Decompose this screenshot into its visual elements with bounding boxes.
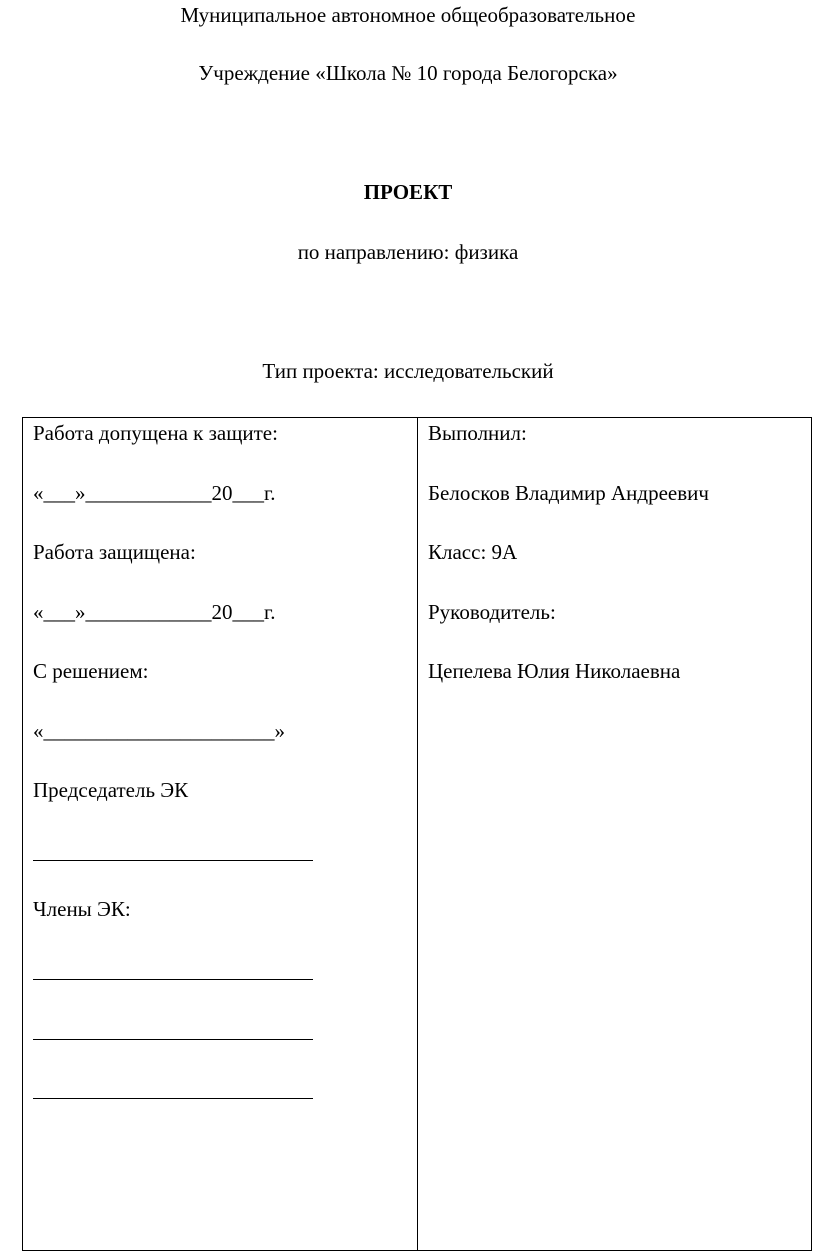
admitted-date: «___»____________20___г. [33,481,276,505]
member-signature-line-2 [33,1039,313,1040]
decision-value: «______________________» [33,719,285,743]
school-name-line-2: Учреждение «Школа № 10 города Белогорска» [198,61,618,85]
chair-label: Председатель ЭК [33,778,189,802]
members-label: Члены ЭК: [33,897,131,921]
school-name-line-1: Муниципальное автономное общеобразовательное [180,3,636,27]
column-divider [417,417,418,1251]
performed-label: Выполнил: [428,421,527,445]
defended-date: «___»____________20___г. [33,600,276,624]
member-signature-line-1 [33,979,313,980]
chair-signature-line [33,860,313,861]
document-title: ПРОЕКТ [363,180,453,204]
project-type: Тип проекта: исследовательский [262,359,554,383]
decision-label: С решением: [33,659,149,683]
project-direction: по направлению: физика [297,240,519,264]
admitted-label: Работа допущена к защите: [33,421,278,445]
defended-label: Работа защищена: [33,540,196,564]
student-name: Белосков Владимир Андреевич [428,481,709,505]
supervisor-label: Руководитель: [428,600,556,624]
member-signature-line-3 [33,1098,313,1099]
supervisor-name: Цепелева Юлия Николаевна [428,659,681,683]
class-label: Класс: 9А [428,540,518,564]
